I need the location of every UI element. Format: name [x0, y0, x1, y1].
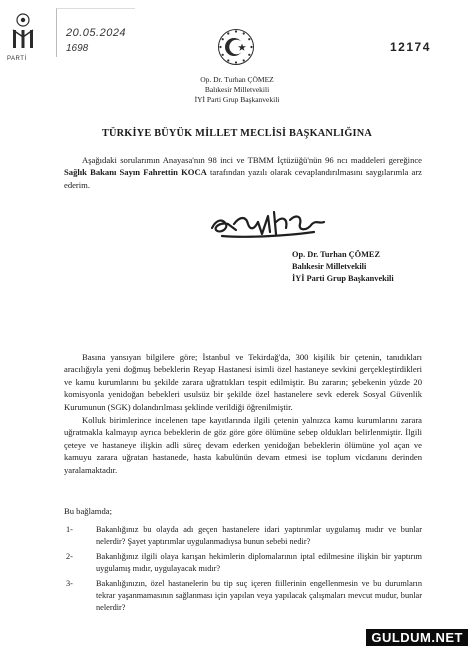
question-text: Bakanlığınızın, özel hastanelerin bu tip suç içeren fiillerinin engellenmesin ve bu durumların tekrar yaşanmamasının sağlanması için yapılan veya yapılacak çalışmaları mevcut mudur, bunlar nelerdir? [96, 579, 422, 612]
site-watermark: GULDUM.NET [366, 629, 468, 646]
sender-group: İYİ Parti Grup Başkanvekili [194, 95, 280, 104]
document-number: 12174 [390, 40, 431, 54]
intro-text-1: Aşağıdaki sorularımın Anayasa'nın 98 inci ve TBMM İçtüzüğü'nün 96 ncı maddeleri gereğince [82, 155, 422, 165]
question-text: Bakanlığınız bu olayda adı geçen hastanelere idari yaptırımlar uygulamış mıdır ve bunlar nelerdir? Şayet yaptırımlar uygulanmadıysa bunun sebebi nedir? [96, 525, 422, 546]
question-number: 2- [66, 552, 73, 562]
stamp-number: 1698 [66, 43, 89, 54]
question-item [64, 551, 422, 574]
intro-text-2: tarafından yazılı olarak cevaplandırılmasını saygılarımla arz ederim. [64, 167, 422, 190]
body-paragraph-2: Kolluk birimlerince incelenen tape kayıtlarında ilgili çetenin yalnızca kamu kurumlarını zarara uğratmakla kalmayıp ayrıca bebeklerin de göz göre göre ölümüne sebep oldukları belirlenmiştir. İlgili çeteye ve hastaneye ilişkin adli süreç devam ederken yenidoğan bebeklerin ölümüne yol açan ve kamuyu zarara uğratan hastanede, hasta kabulünün devam etmesi ise toplum vicdanını derinden yaralamaktadır. [64, 415, 422, 475]
question-list [64, 524, 422, 617]
party-logo-text: PARTİ [7, 56, 27, 62]
question-item [64, 524, 422, 547]
signer-name: Op. Dr. Turhan ÇÖMEZ [292, 250, 380, 259]
sender-role: Balıkesir Milletvekili [204, 85, 270, 94]
signer-role: Balıkesir Milletvekili [292, 262, 367, 271]
minister-name: Sağlık Bakanı Sayın Fahrettin KOCA [64, 167, 207, 178]
party-logo [10, 10, 36, 58]
questions-intro: Bu bağlamda; [64, 506, 112, 516]
document-title: TÜRKİYE BÜYÜK MİLLET MECLİSİ BAŞKANLIĞINA [101, 128, 373, 139]
question-number: 1- [66, 525, 73, 534]
body-paragraph-1: Basına yansıyan bilgilere göre; İstanbul ve Tekirdağ'da, 300 kişilik bir çetenin, tanıdıkları aracılığıyla yeni doğmuş bebeklerin Reyap Hastanesi isimli özel hastaneye sevkini gerçekleştirdikleri ve kamu kurumlarını bu şekilde zarara uğrattıkları tespit edilmiştir. Bu zararın; şebekenin yüzde 20 komisyonla yenidoğan bebekleri usulsüz bir şekilde özel hastanelere sevk ederek Sosyal Güvenlik Kurumunun (SGK) dolandırılması şeklinde verildiği öğrenilmiştir. [64, 352, 422, 412]
question-number: 3- [66, 579, 73, 589]
signer-group: İYİ Parti Grup Başkanvekili [292, 274, 394, 283]
handwritten-signature [206, 202, 338, 244]
sender-name: Op. Dr. Turhan ÇÖMEZ [200, 75, 274, 84]
intro-paragraph [64, 154, 422, 191]
question-item [64, 578, 422, 613]
tbmm-emblem-icon [217, 28, 255, 66]
question-text: Bakanlığınız ilgili olaya karışan hekimlerin diplomalarının iptal edilmesine ilişkin bir yaptırım uygulamış mıdır, uygulayacak mıdır? [96, 552, 422, 573]
stamp-date: 20.05.2024 [66, 27, 127, 39]
